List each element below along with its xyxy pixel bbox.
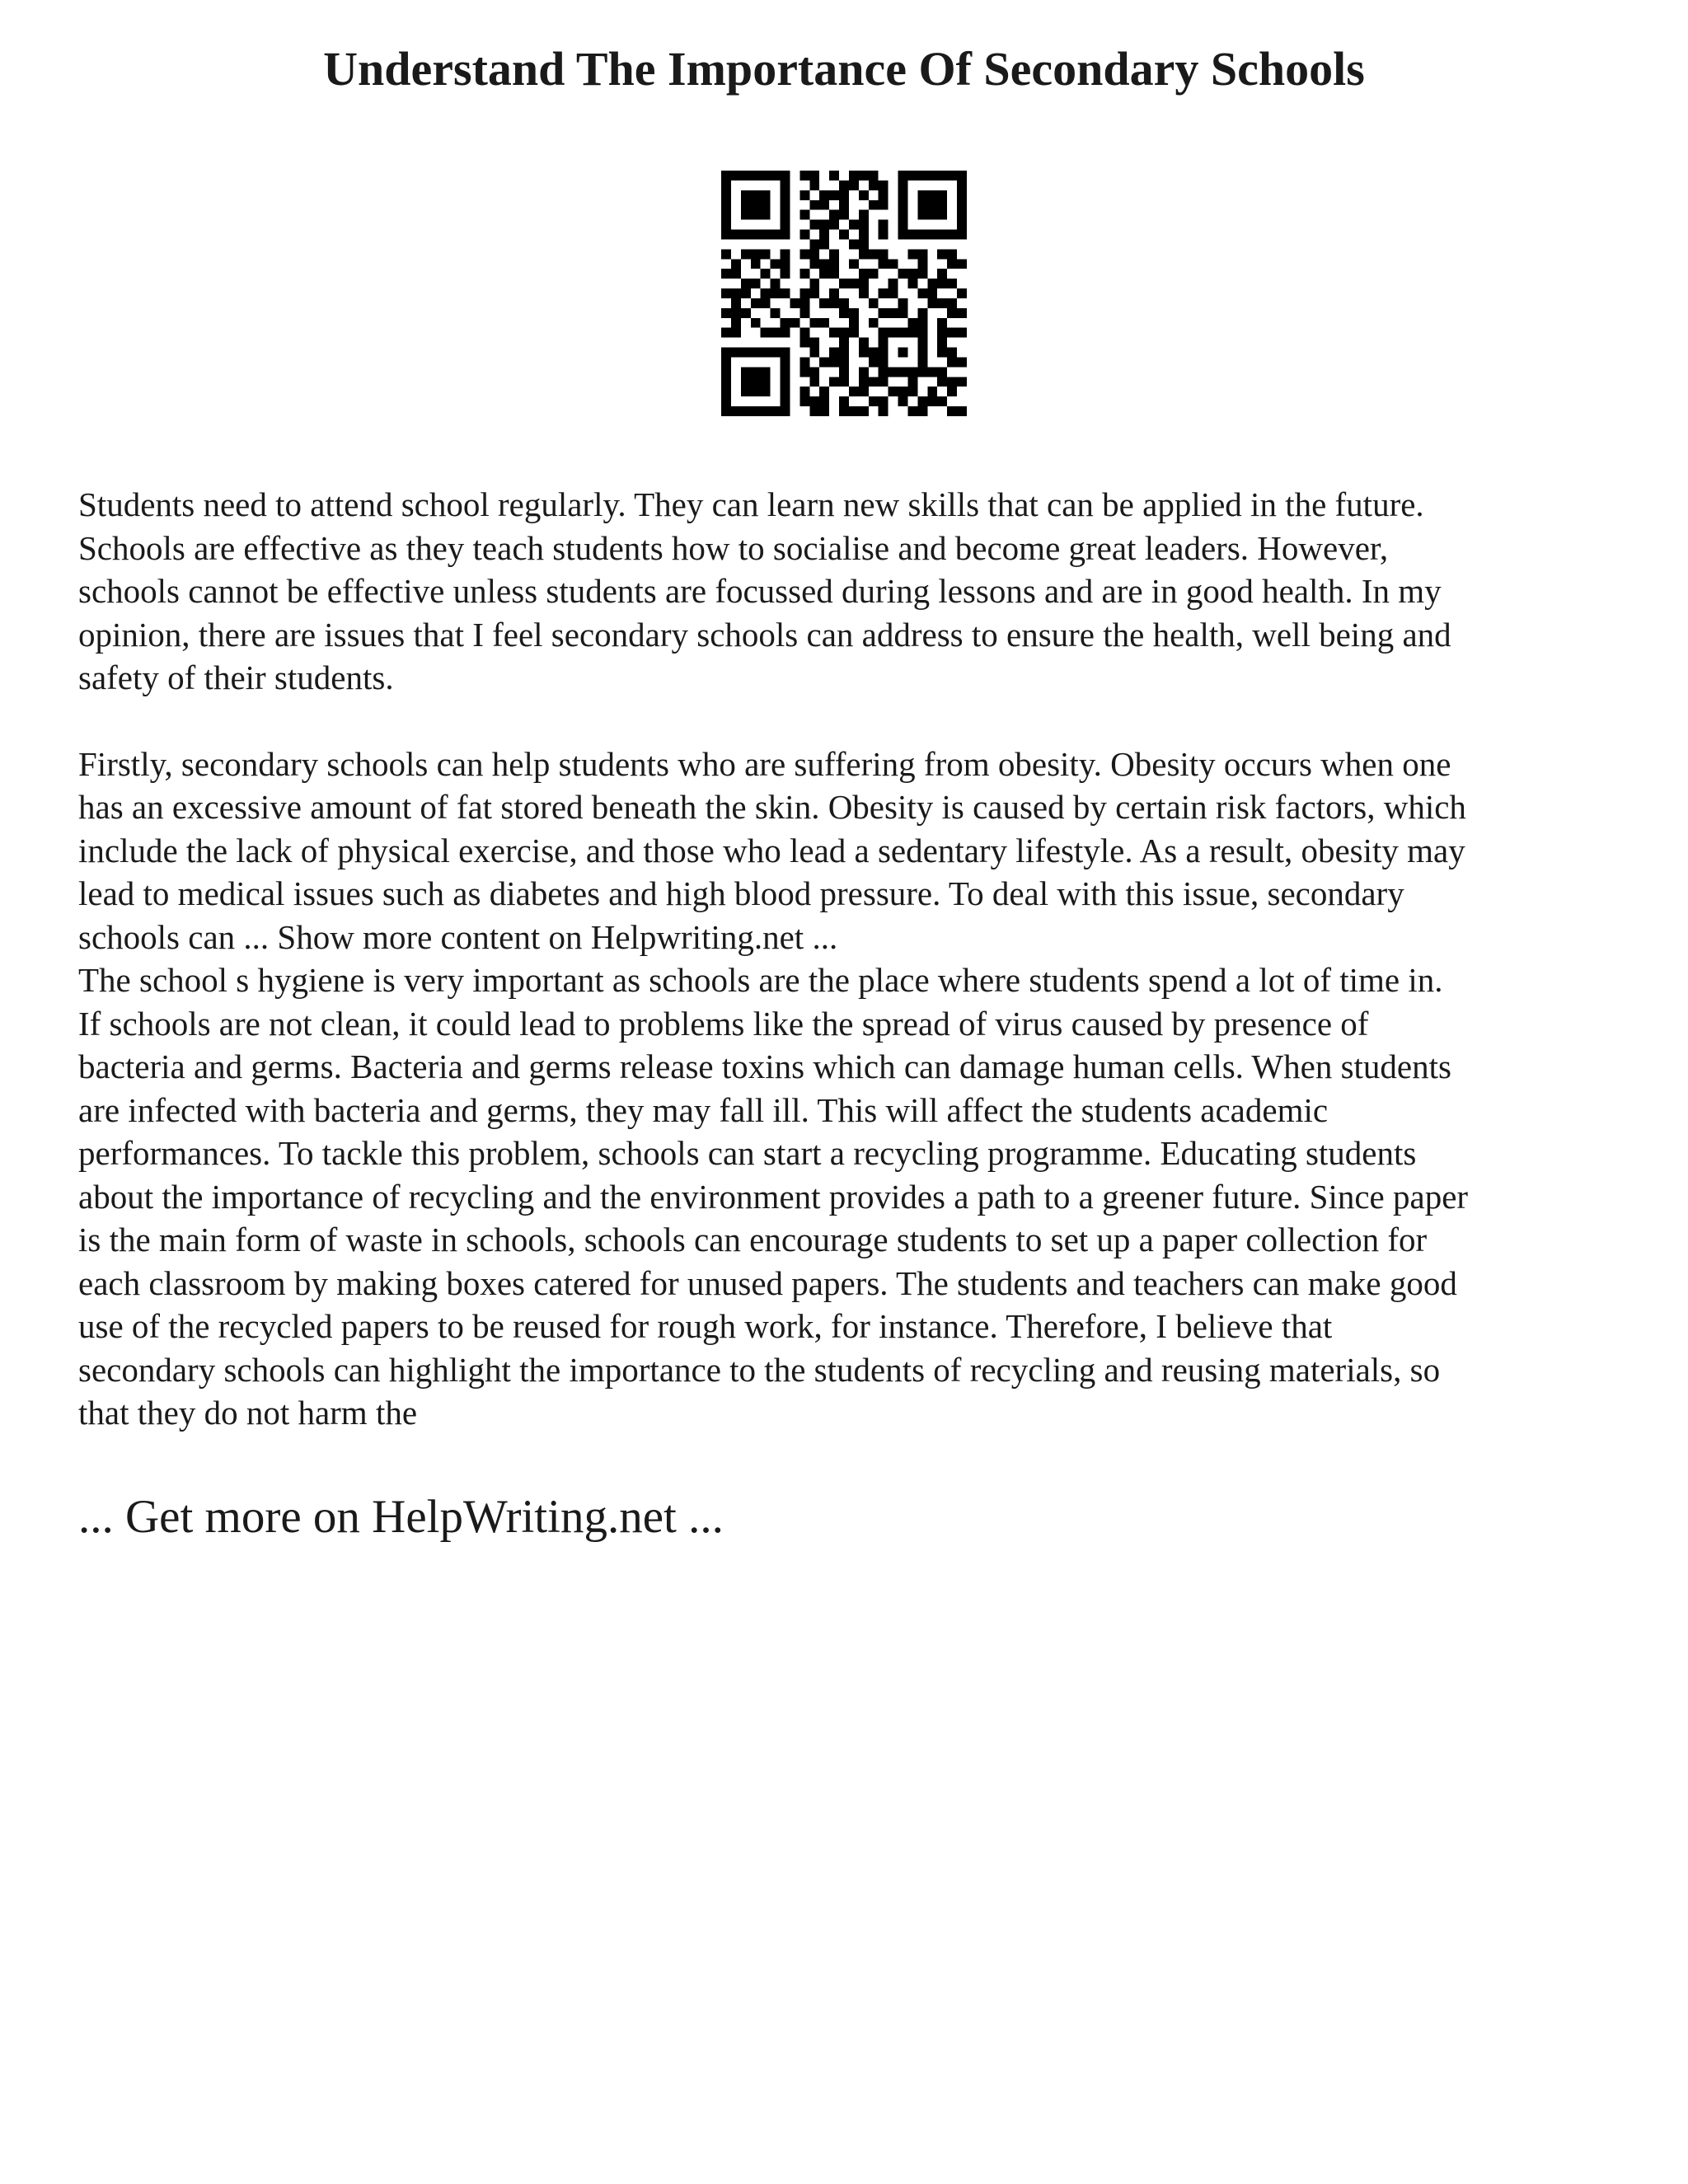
qr-code-icon [721, 171, 967, 416]
document-title: Understand The Importance Of Secondary Schools [323, 42, 1365, 96]
paragraph-hygiene: The school s hygiene is very important as schools are the place where students spend a lot of time in. If schools are not clean, it could lead to problems like the spread of virus caused by presence of bacteria and germs. Bacteria and germs release toxins which can damage human cells. When students are infected with bacteria and germs, they may fall ill. This will affect the students academic performances. To tackle this problem, schools can start a recycling programme. Educating students about the importance of recycling and the environment provides a path to a greener future. Since paper is the main form of waste in schools, schools can encourage students to set up a paper collection for each classroom by making boxes catered for unused papers. The students and teachers can make good use of the recycled papers to be reused for rough work, for instance. Therefore, I believe that secondary schools can highlight the importance to the students of recycling and reusing materials, so that they do not harm the [78, 961, 1469, 1432]
article-body [78, 483, 1628, 1435]
get-more-link[interactable]: ... Get more on HelpWriting.net ... [78, 1491, 724, 1543]
qr-code-graphic [721, 171, 967, 416]
paragraph-intro: Students need to attend school regularly. They can learn new skills that can be applied in the future. Schools are effective as they teach students how to socialise and become great leaders. However, schools cannot be effective unless students are focussed during lessons and are in good health. In my opinion, there are issues that I feel secondary schools can address to ensure the health, well being and safety of their students. [78, 485, 1451, 696]
paragraph-obesity: Firstly, secondary schools can help students who are suffering from obesity. Obesity occurs when one has an excessive amount of fat stored beneath the skin. Obesity is caused by certain risk factors, which include the lack of physical exercise, and those who lead a sedentary lifestyle. As a result, obesity may lead to medical issues such as diabetes and high blood pressure. To deal with this issue, secondary schools can ... Show more content on Helpwriting.net ... [78, 744, 1466, 956]
